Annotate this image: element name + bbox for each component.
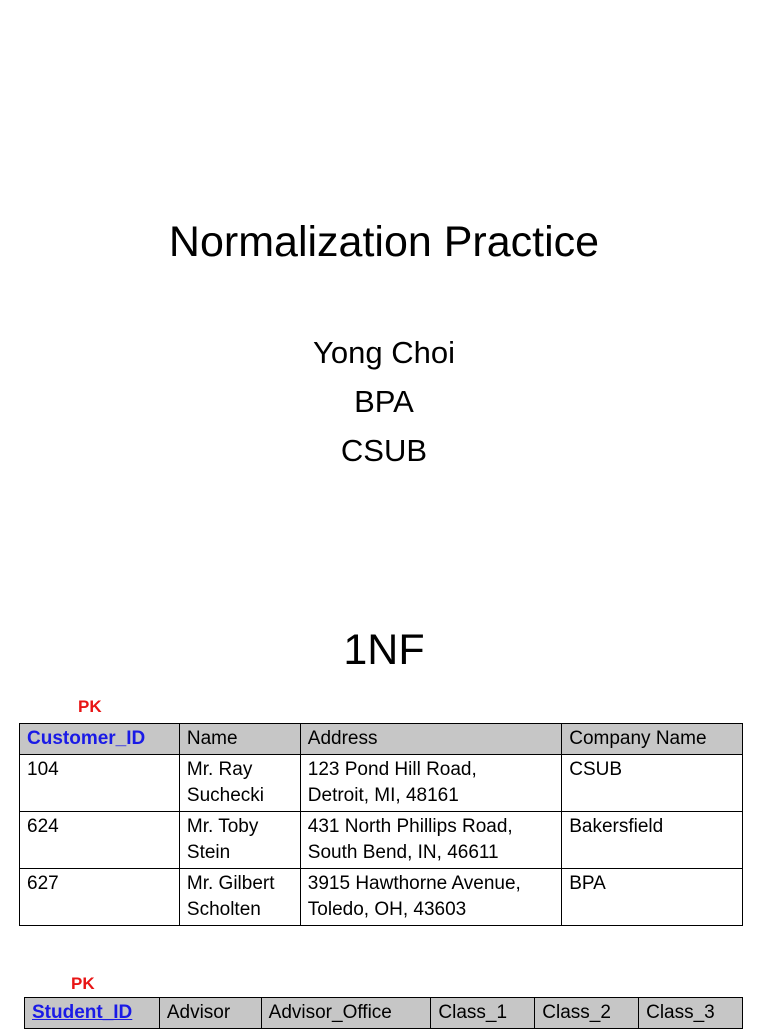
pk-label: PK [71,974,95,993]
column-header-advisor-office: Advisor_Office [261,998,431,1029]
cell-customer-id: 104 [20,755,180,812]
table-row [20,812,743,869]
cell-address [300,869,561,926]
name-line: Mr. Gilbert [186,873,275,894]
address-line: Toledo, OH, 43603 [307,899,467,920]
cell-address [300,755,561,812]
name-line: Suchecki [186,785,264,806]
column-header-class-2: Class_2 [535,998,639,1029]
table-row [20,869,743,926]
address-line: 3915 Hawthorne Avenue, [307,873,521,894]
cell-name [179,812,300,869]
cell-company-name: CSUB [562,755,743,812]
cell-address [300,812,561,869]
section-heading: 1NF [343,626,425,674]
name-line: Scholten [186,899,261,920]
cell-customer-id: 627 [20,869,180,926]
name-line: Mr. Toby [186,816,259,837]
column-header-name: Name [179,724,300,755]
cell-company-name: BPA [562,869,743,926]
name-line: Stein [186,842,231,863]
customer-table [19,723,743,926]
address-line: Detroit, MI, 48161 [307,785,459,806]
column-header-address: Address [300,724,561,755]
column-header-company-name: Company Name [562,724,743,755]
address-line: 431 North Phillips Road, [307,816,513,837]
name-line: Mr. Ray [186,759,253,780]
department: BPA [354,384,414,419]
cell-name [179,755,300,812]
cell-customer-id: 624 [20,812,180,869]
student-table [24,997,743,1029]
author-name: Yong Choi [313,335,455,370]
column-header-student-id: Student_ID [25,998,160,1029]
column-header-advisor: Advisor [159,998,261,1029]
column-header-class-3: Class_3 [639,998,743,1029]
slide-title: Normalization Practice [168,218,600,266]
table-header-row [20,724,743,755]
cell-company-name: Bakersfield [562,812,743,869]
address-line: South Bend, IN, 46611 [307,842,499,863]
table-row [20,755,743,812]
pk-label: PK [78,697,102,716]
institution: CSUB [340,433,428,468]
column-header-class-1: Class_1 [431,998,535,1029]
address-line: 123 Pond Hill Road, [307,759,477,780]
cell-name [179,869,300,926]
column-header-customer-id: Customer_ID [20,724,180,755]
